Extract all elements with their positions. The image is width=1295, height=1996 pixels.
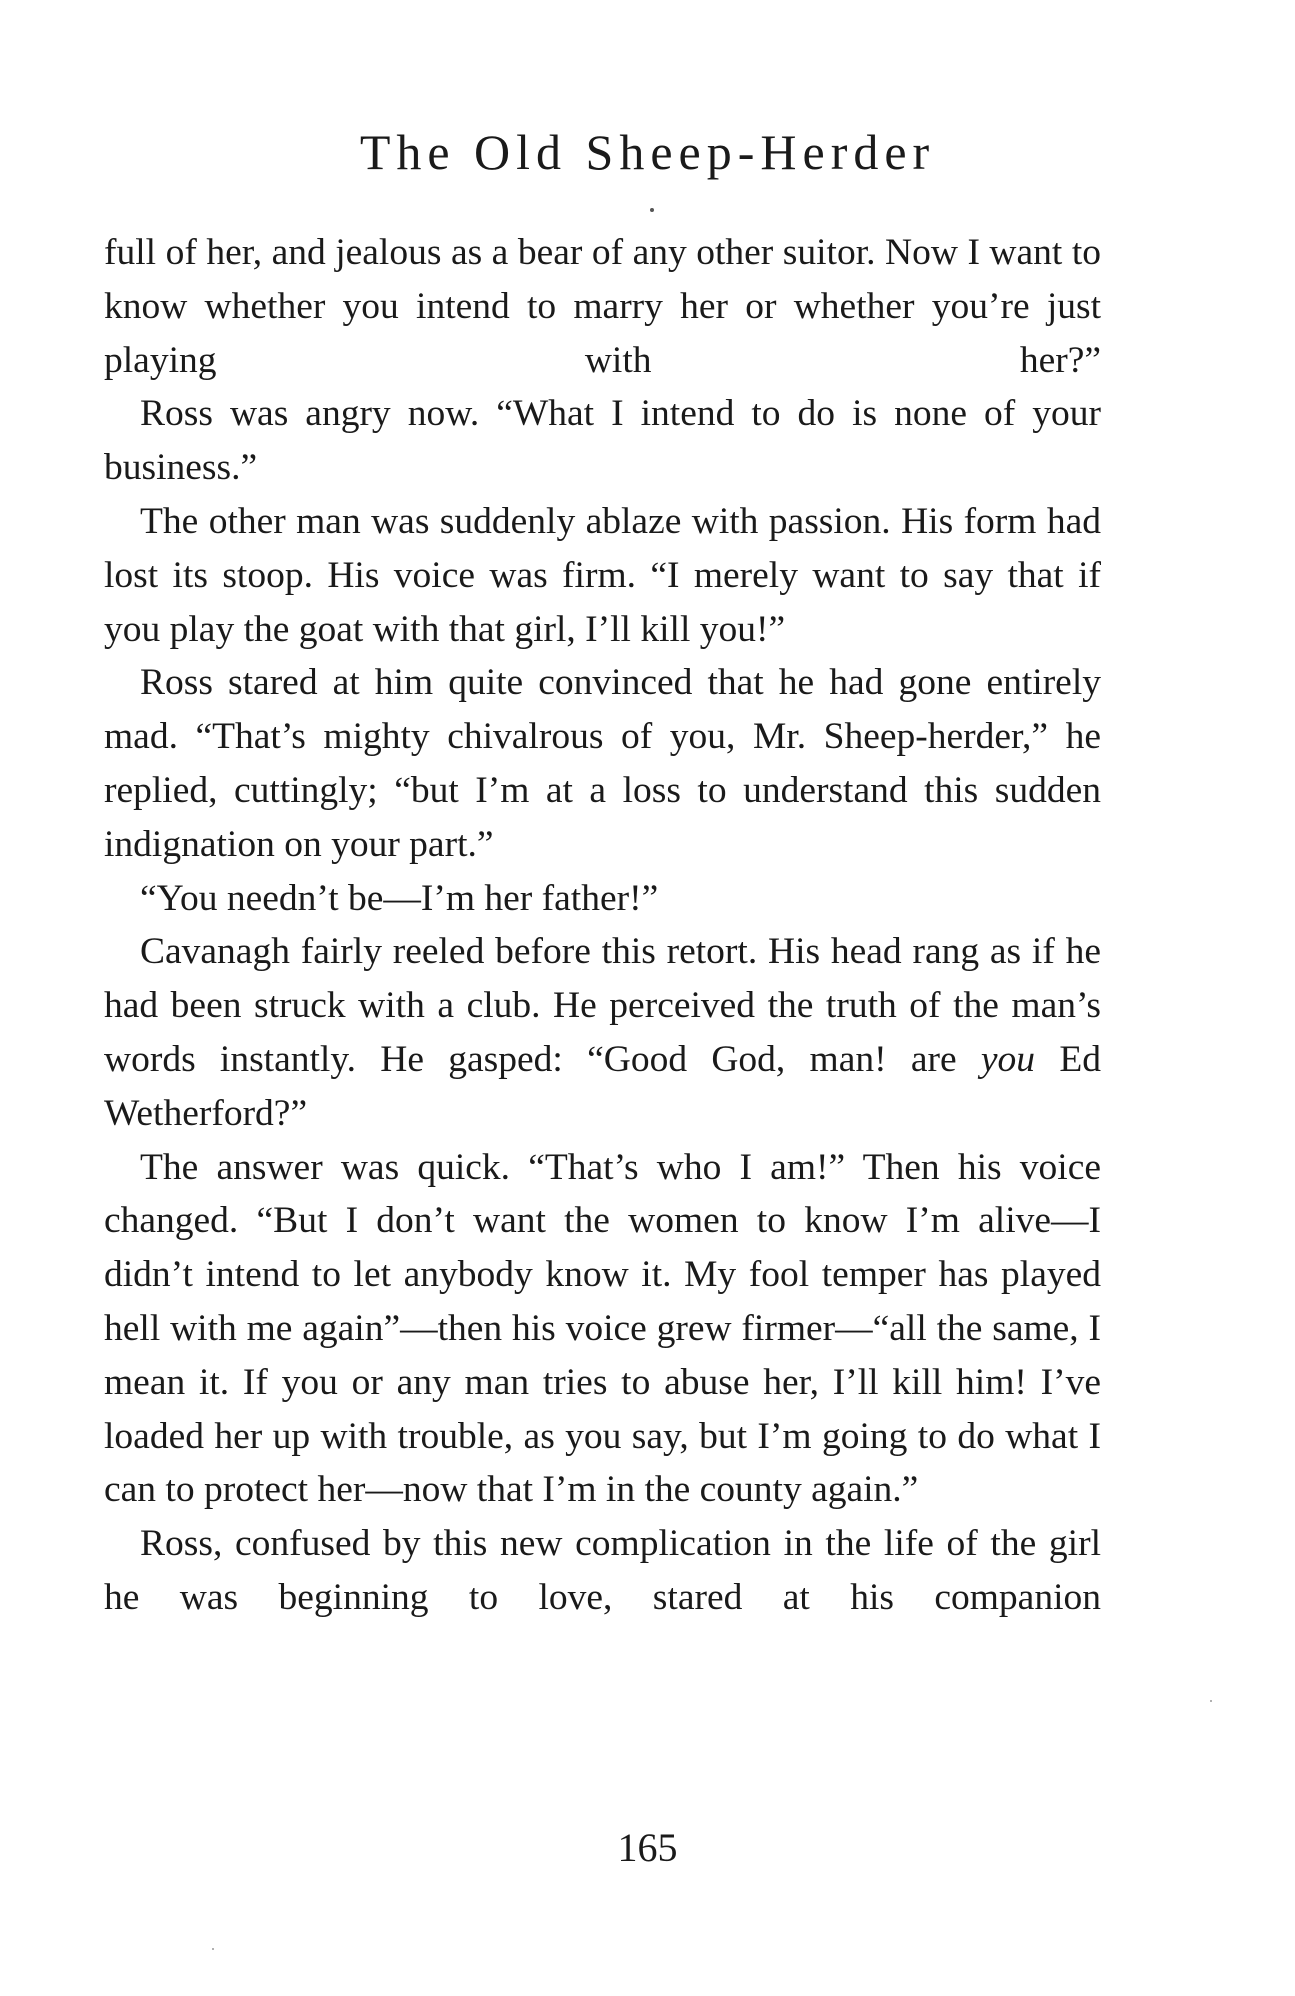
ink-speck: [212, 1948, 214, 1950]
body-text: [104, 226, 1101, 1625]
paragraph: “You needn’t be—I’m her father!”: [140, 877, 659, 919]
paragraph: full of her, and jealous as a bear of any other suitor. Now I want to know whether you intend to marry her or whether you’re just playing with her?”: [104, 232, 1101, 381]
running-head: The Old Sheep-Herder: [359, 124, 936, 180]
paragraph: Ross, confused by this new complication in the life of the girl he was beginning to love, stared at his companion: [104, 1523, 1101, 1618]
paragraph: Ross was angry now. “What I intend to do is none of your business.”: [104, 393, 1101, 489]
ink-speck: [650, 208, 654, 212]
emphasis: you: [980, 1038, 1036, 1080]
paragraph: The other man was suddenly ablaze with passion. His form had lost its stoop. His voice was firm. “I merely want to say that if you play the goat with that girl, I’ll kill you!”: [104, 500, 1101, 650]
paragraph: Cavanagh fairly reeled before this retort. His head rang as if he had been struck with a club. He perceived the truth of the man’s words instantly. He gasped: “Good God, man! are you Ed Wetherford?”: [104, 931, 1101, 1134]
page-number: 165: [617, 1825, 678, 1870]
paragraph: The answer was quick. “That’s who I am!” Then his voice changed. “But I don’t want the women to know I’m alive—I didn’t intend to let anybody know it. My fool temper has played hell with me again”—then his voice grew firmer—“all the same, I mean it. If you or any man tries to abuse her, I’ll kill him! I’ve loaded her up with trouble, as you say, but I’m going to do what I can to protect her—now that I’m in the county again.”: [104, 1146, 1101, 1511]
paragraph: Ross stared at him quite convinced that he had gone entirely mad. “That’s mighty chivalrous of you, Mr. Sheep-herder,” he replied, cuttingly; “but I’m at a loss to understand this sudden indignation on your part.”: [104, 662, 1101, 865]
ink-speck: [1210, 1700, 1212, 1702]
